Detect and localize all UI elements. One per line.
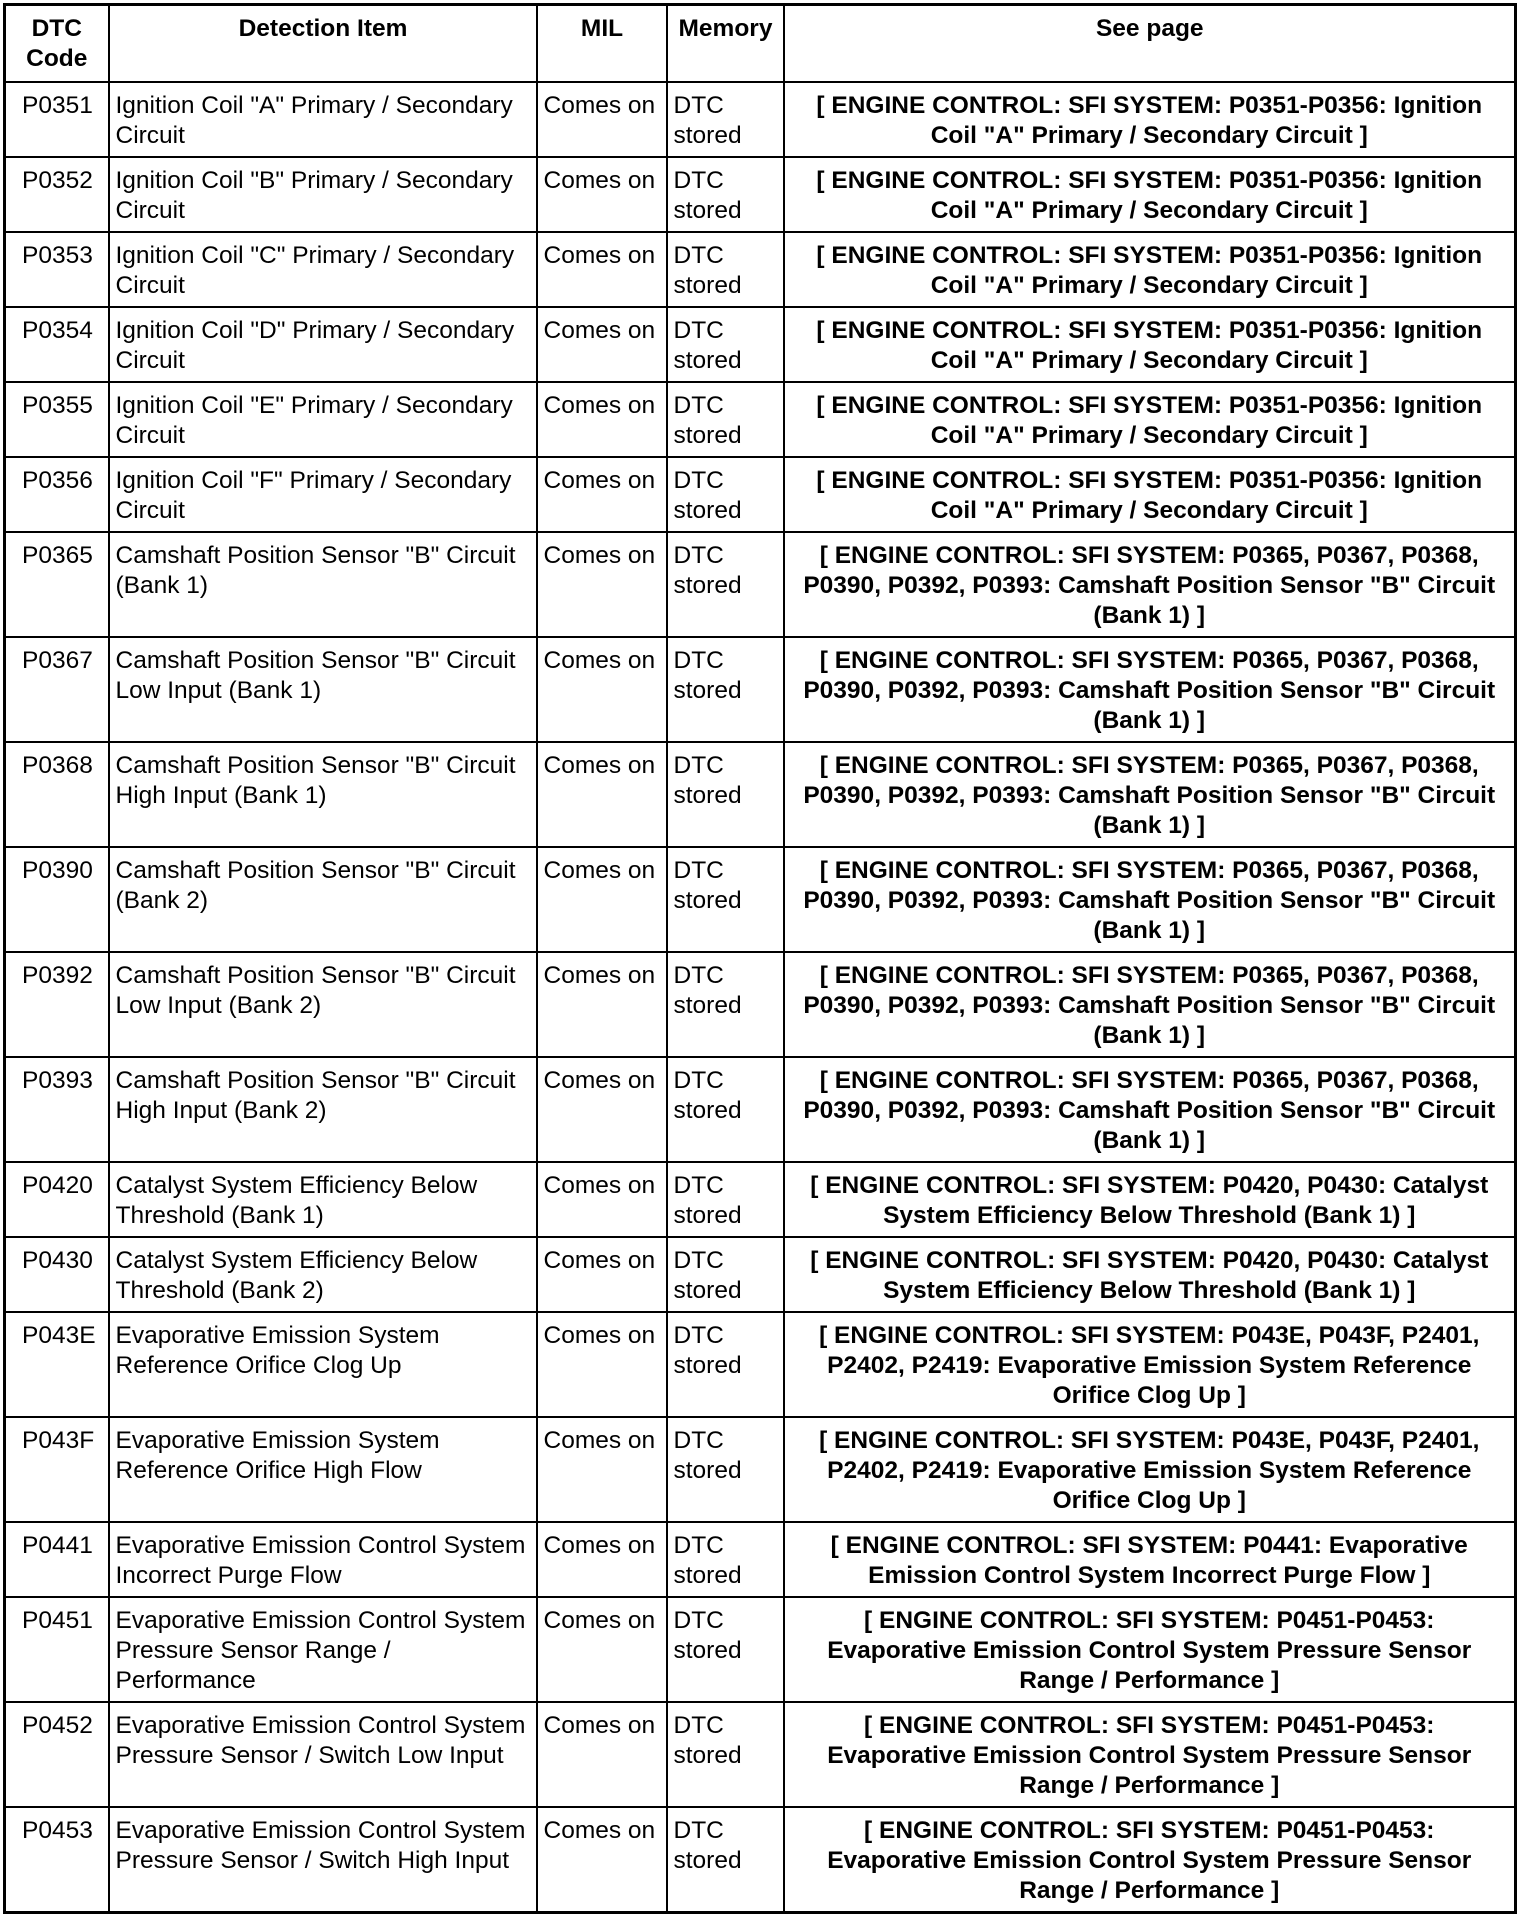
dtc-code-cell: P0353 (5, 232, 109, 307)
detection-item-cell: Evaporative Emission Control System Pressure Sensor Range / Performance (109, 1597, 537, 1702)
detection-item-cell: Catalyst System Efficiency Below Threshold (Bank 2) (109, 1237, 537, 1312)
mil-cell: Comes on (537, 307, 667, 382)
memory-cell: DTC stored (667, 532, 784, 637)
see-page-link[interactable]: [ ENGINE CONTROL: SFI SYSTEM: P0365, P0367, P0368, P0390, P0392, P0393: Camshaft Position Sensor "B" Circuit (Bank 1) ] (784, 1057, 1516, 1162)
detection-item-cell: Ignition Coil "B" Primary / Secondary Circuit (109, 157, 537, 232)
detection-item-cell: Ignition Coil "F" Primary / Secondary Circuit (109, 457, 537, 532)
mil-cell: Comes on (537, 847, 667, 952)
mil-cell: Comes on (537, 1417, 667, 1522)
dtc-code-cell: P0355 (5, 382, 109, 457)
table-row (5, 1807, 1516, 1913)
dtc-code-cell: P0367 (5, 637, 109, 742)
dtc-table (3, 3, 1517, 1914)
header-dtc-code: DTC Code (5, 5, 109, 83)
table-row (5, 232, 1516, 307)
detection-item-cell: Evaporative Emission System Reference Orifice High Flow (109, 1417, 537, 1522)
detection-item-cell: Ignition Coil "C" Primary / Secondary Circuit (109, 232, 537, 307)
memory-cell: DTC stored (667, 1057, 784, 1162)
dtc-code-cell: P0452 (5, 1702, 109, 1807)
mil-cell: Comes on (537, 1522, 667, 1597)
table-row (5, 637, 1516, 742)
table-row (5, 1522, 1516, 1597)
dtc-code-cell: P0351 (5, 82, 109, 157)
dtc-code-cell: P0392 (5, 952, 109, 1057)
see-page-link[interactable]: [ ENGINE CONTROL: SFI SYSTEM: P0351-P0356: Ignition Coil "A" Primary / Secondary Circuit ] (784, 307, 1516, 382)
table-row (5, 1597, 1516, 1702)
memory-cell: DTC stored (667, 1702, 784, 1807)
detection-item-cell: Evaporative Emission Control System Pressure Sensor / Switch High Input (109, 1807, 537, 1913)
mil-cell: Comes on (537, 1597, 667, 1702)
mil-cell: Comes on (537, 1162, 667, 1237)
table-row (5, 307, 1516, 382)
header-mil: MIL (537, 5, 667, 83)
detection-item-cell: Evaporative Emission Control System Incorrect Purge Flow (109, 1522, 537, 1597)
memory-cell: DTC stored (667, 1597, 784, 1702)
mil-cell: Comes on (537, 742, 667, 847)
see-page-link[interactable]: [ ENGINE CONTROL: SFI SYSTEM: P0420, P0430: Catalyst System Efficiency Below Threshold (Bank 1) ] (784, 1162, 1516, 1237)
see-page-link[interactable]: [ ENGINE CONTROL: SFI SYSTEM: P043E, P043F, P2401, P2402, P2419: Evaporative Emission System Reference Orifice Clog Up ] (784, 1312, 1516, 1417)
memory-cell: DTC stored (667, 847, 784, 952)
memory-cell: DTC stored (667, 1312, 784, 1417)
memory-cell: DTC stored (667, 157, 784, 232)
mil-cell: Comes on (537, 382, 667, 457)
memory-cell: DTC stored (667, 742, 784, 847)
see-page-link[interactable]: [ ENGINE CONTROL: SFI SYSTEM: P0451-P0453: Evaporative Emission Control System Pressure Sensor Range / Performance ] (784, 1807, 1516, 1913)
dtc-code-cell: P0430 (5, 1237, 109, 1312)
see-page-link[interactable]: [ ENGINE CONTROL: SFI SYSTEM: P0365, P0367, P0368, P0390, P0392, P0393: Camshaft Position Sensor "B" Circuit (Bank 1) ] (784, 532, 1516, 637)
see-page-link[interactable]: [ ENGINE CONTROL: SFI SYSTEM: P0451-P0453: Evaporative Emission Control System Pressure Sensor Range / Performance ] (784, 1702, 1516, 1807)
see-page-link[interactable]: [ ENGINE CONTROL: SFI SYSTEM: P0365, P0367, P0368, P0390, P0392, P0393: Camshaft Position Sensor "B" Circuit (Bank 1) ] (784, 847, 1516, 952)
detection-item-cell: Camshaft Position Sensor "B" Circuit (Bank 1) (109, 532, 537, 637)
detection-item-cell: Camshaft Position Sensor "B" Circuit Low Input (Bank 1) (109, 637, 537, 742)
table-row (5, 1237, 1516, 1312)
dtc-code-cell: P0368 (5, 742, 109, 847)
see-page-link[interactable]: [ ENGINE CONTROL: SFI SYSTEM: P0365, P0367, P0368, P0390, P0392, P0393: Camshaft Position Sensor "B" Circuit (Bank 1) ] (784, 637, 1516, 742)
memory-cell: DTC stored (667, 1162, 784, 1237)
memory-cell: DTC stored (667, 952, 784, 1057)
memory-cell: DTC stored (667, 307, 784, 382)
header-detection-item: Detection Item (109, 5, 537, 83)
detection-item-cell: Catalyst System Efficiency Below Threshold (Bank 1) (109, 1162, 537, 1237)
see-page-link[interactable]: [ ENGINE CONTROL: SFI SYSTEM: P0351-P0356: Ignition Coil "A" Primary / Secondary Circuit ] (784, 82, 1516, 157)
detection-item-cell: Camshaft Position Sensor "B" Circuit (Bank 2) (109, 847, 537, 952)
table-row (5, 1162, 1516, 1237)
see-page-link[interactable]: [ ENGINE CONTROL: SFI SYSTEM: P0351-P0356: Ignition Coil "A" Primary / Secondary Circuit ] (784, 157, 1516, 232)
dtc-code-cell: P043F (5, 1417, 109, 1522)
detection-item-cell: Camshaft Position Sensor "B" Circuit High Input (Bank 1) (109, 742, 537, 847)
table-row (5, 532, 1516, 637)
memory-cell: DTC stored (667, 232, 784, 307)
mil-cell: Comes on (537, 157, 667, 232)
table-row (5, 382, 1516, 457)
detection-item-cell: Evaporative Emission System Reference Orifice Clog Up (109, 1312, 537, 1417)
memory-cell: DTC stored (667, 1417, 784, 1522)
dtc-code-cell: P043E (5, 1312, 109, 1417)
memory-cell: DTC stored (667, 1807, 784, 1913)
table-row (5, 82, 1516, 157)
memory-cell: DTC stored (667, 1237, 784, 1312)
detection-item-cell: Camshaft Position Sensor "B" Circuit High Input (Bank 2) (109, 1057, 537, 1162)
detection-item-cell: Ignition Coil "E" Primary / Secondary Circuit (109, 382, 537, 457)
see-page-link[interactable]: [ ENGINE CONTROL: SFI SYSTEM: P0420, P0430: Catalyst System Efficiency Below Threshold (Bank 1) ] (784, 1237, 1516, 1312)
memory-cell: DTC stored (667, 457, 784, 532)
see-page-link[interactable]: [ ENGINE CONTROL: SFI SYSTEM: P0351-P0356: Ignition Coil "A" Primary / Secondary Circuit ] (784, 232, 1516, 307)
see-page-link[interactable]: [ ENGINE CONTROL: SFI SYSTEM: P0351-P0356: Ignition Coil "A" Primary / Secondary Circuit ] (784, 457, 1516, 532)
mil-cell: Comes on (537, 1057, 667, 1162)
see-page-link[interactable]: [ ENGINE CONTROL: SFI SYSTEM: P0365, P0367, P0368, P0390, P0392, P0393: Camshaft Position Sensor "B" Circuit (Bank 1) ] (784, 952, 1516, 1057)
dtc-code-cell: P0354 (5, 307, 109, 382)
see-page-link[interactable]: [ ENGINE CONTROL: SFI SYSTEM: P043E, P043F, P2401, P2402, P2419: Evaporative Emission System Reference Orifice Clog Up ] (784, 1417, 1516, 1522)
table-row (5, 457, 1516, 532)
dtc-code-cell: P0393 (5, 1057, 109, 1162)
table-row (5, 952, 1516, 1057)
mil-cell: Comes on (537, 1312, 667, 1417)
mil-cell: Comes on (537, 457, 667, 532)
mil-cell: Comes on (537, 1702, 667, 1807)
mil-cell: Comes on (537, 1237, 667, 1312)
memory-cell: DTC stored (667, 637, 784, 742)
dtc-code-cell: P0441 (5, 1522, 109, 1597)
table-header-row (5, 5, 1516, 83)
table-row (5, 1312, 1516, 1417)
memory-cell: DTC stored (667, 1522, 784, 1597)
mil-cell: Comes on (537, 532, 667, 637)
dtc-code-cell: P0451 (5, 1597, 109, 1702)
table-row (5, 1057, 1516, 1162)
dtc-code-cell: P0365 (5, 532, 109, 637)
dtc-code-cell: P0453 (5, 1807, 109, 1913)
memory-cell: DTC stored (667, 82, 784, 157)
table-row (5, 742, 1516, 847)
table-row (5, 847, 1516, 952)
see-page-link[interactable]: [ ENGINE CONTROL: SFI SYSTEM: P0365, P0367, P0368, P0390, P0392, P0393: Camshaft Position Sensor "B" Circuit (Bank 1) ] (784, 742, 1516, 847)
dtc-code-cell: P0390 (5, 847, 109, 952)
detection-item-cell: Ignition Coil "A" Primary / Secondary Circuit (109, 82, 537, 157)
see-page-link[interactable]: [ ENGINE CONTROL: SFI SYSTEM: P0441: Evaporative Emission Control System Incorrect Purge Flow ] (784, 1522, 1516, 1597)
detection-item-cell: Camshaft Position Sensor "B" Circuit Low Input (Bank 2) (109, 952, 537, 1057)
table-row (5, 157, 1516, 232)
dtc-code-cell: P0352 (5, 157, 109, 232)
dtc-code-cell: P0420 (5, 1162, 109, 1237)
mil-cell: Comes on (537, 82, 667, 157)
mil-cell: Comes on (537, 952, 667, 1057)
header-memory: Memory (667, 5, 784, 83)
mil-cell: Comes on (537, 232, 667, 307)
detection-item-cell: Ignition Coil "D" Primary / Secondary Circuit (109, 307, 537, 382)
see-page-link[interactable]: [ ENGINE CONTROL: SFI SYSTEM: P0451-P0453: Evaporative Emission Control System Pressure Sensor Range / Performance ] (784, 1597, 1516, 1702)
table-row (5, 1702, 1516, 1807)
detection-item-cell: Evaporative Emission Control System Pressure Sensor / Switch Low Input (109, 1702, 537, 1807)
mil-cell: Comes on (537, 637, 667, 742)
see-page-link[interactable]: [ ENGINE CONTROL: SFI SYSTEM: P0351-P0356: Ignition Coil "A" Primary / Secondary Circuit ] (784, 382, 1516, 457)
table-row (5, 1417, 1516, 1522)
dtc-code-cell: P0356 (5, 457, 109, 532)
memory-cell: DTC stored (667, 382, 784, 457)
header-see-page: See page (784, 5, 1516, 83)
mil-cell: Comes on (537, 1807, 667, 1913)
